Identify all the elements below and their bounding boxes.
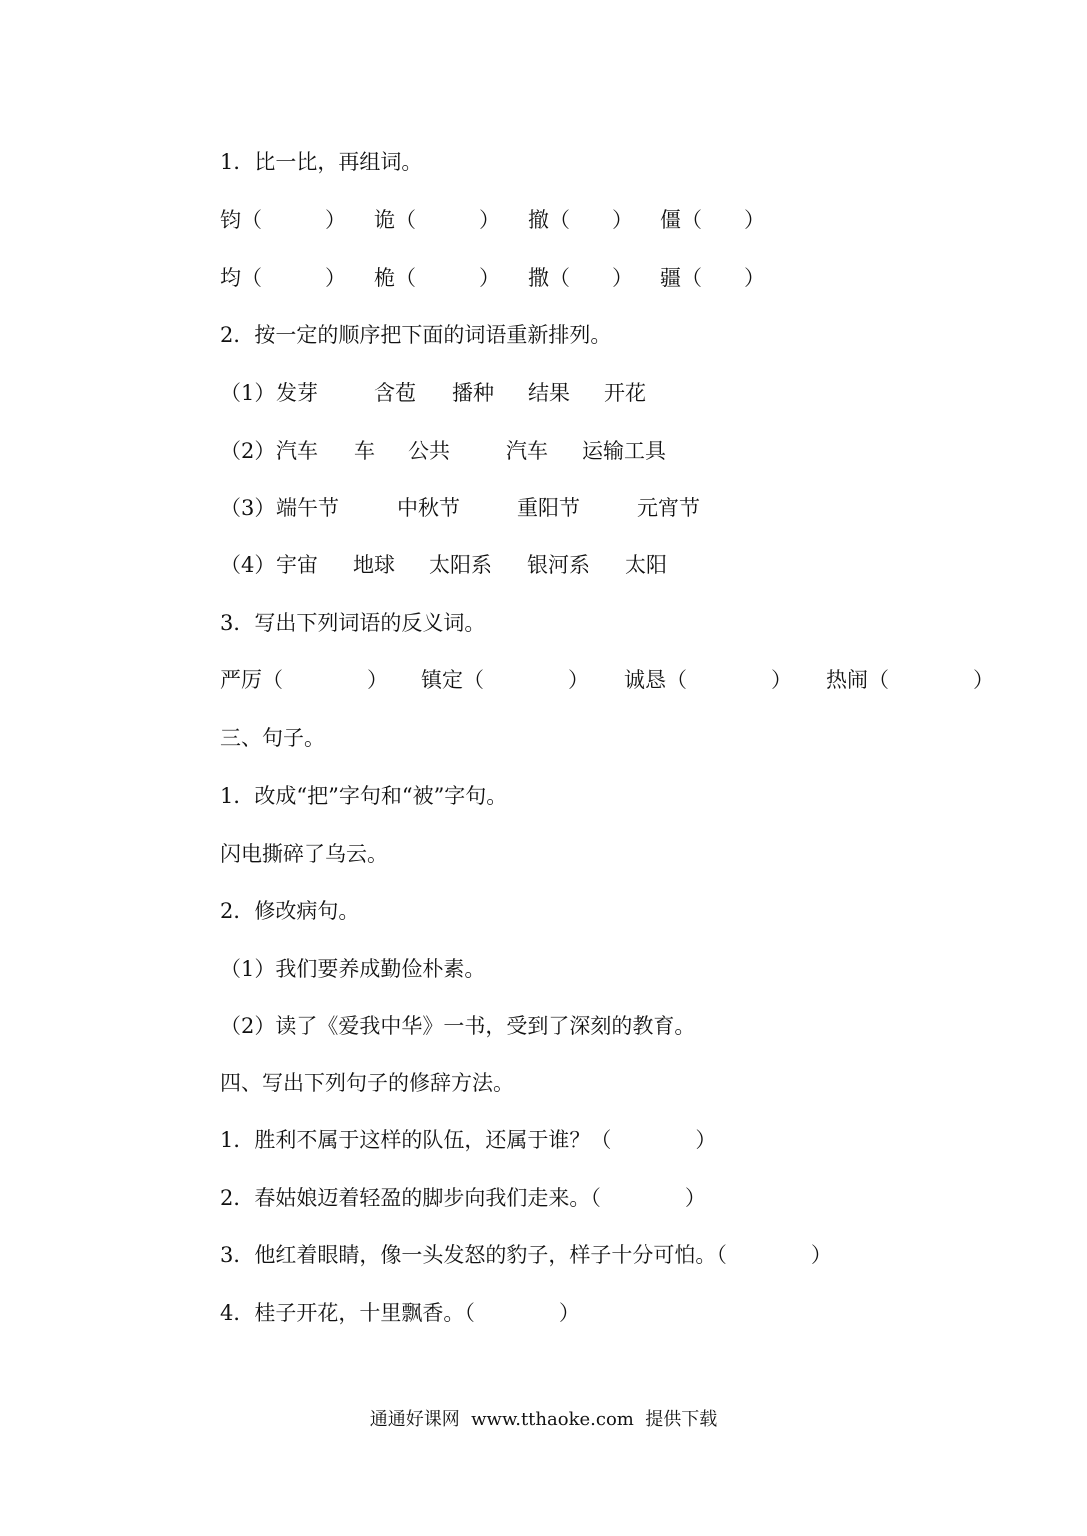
word-cell: 撤（ ）: [528, 208, 633, 232]
word: 端午节: [276, 496, 339, 520]
word: 太阳: [625, 553, 667, 577]
word: 太阳系: [429, 553, 492, 577]
antonym-cell: 镇定（ ）: [421, 668, 589, 692]
page-footer: 通通好课网 www.tthaoke.com 提供下载: [369, 1409, 718, 1430]
word: 重阳节: [517, 496, 580, 520]
s3-heading: 3．写出下列词语的反义词。: [220, 611, 486, 635]
word: 发芽: [276, 381, 318, 405]
s2-heading: 2．按一定的顺序把下面的词语重新排列。: [220, 323, 612, 347]
part3-q2: 2．修改病句。: [220, 899, 360, 923]
word: 车: [354, 439, 375, 463]
item-label: （3）: [220, 496, 276, 520]
word-cell: 钧（ ）: [220, 208, 346, 232]
antonym-cell: 诚恳（ ）: [624, 668, 792, 692]
item-label: （1）: [220, 381, 276, 405]
word: 含苞: [374, 381, 416, 405]
part3-q1-sentence: 闪电撕碎了乌云。: [220, 842, 388, 866]
word: 元宵节: [637, 496, 700, 520]
word: 开花: [604, 381, 646, 405]
part3-q2-item: （2）读了《爱我中华》一书，受到了深刻的教育。: [220, 1014, 696, 1038]
part4-item: 1．胜利不属于这样的队伍，还属于谁？（ ）: [220, 1128, 717, 1152]
word: 汽车: [276, 439, 318, 463]
word: 运输工具: [582, 439, 666, 463]
part3-q1: 1．改成“把”字句和“被”字句。: [220, 784, 508, 808]
word-cell: 桅（ ）: [374, 266, 500, 290]
word-cell: 均（ ）: [220, 266, 346, 290]
part4-item: 2．春姑娘迈着轻盈的脚步向我们走来。（ ）: [220, 1186, 706, 1210]
word-cell: 撒（ ）: [528, 266, 633, 290]
s1-heading: 1．比一比，再组词。: [220, 150, 423, 174]
part3-q2-item: （1）我们要养成勤俭朴素。: [220, 957, 486, 981]
part4-item: 4．桂子开花，十里飘香。（ ）: [220, 1301, 580, 1325]
word: 汽车: [506, 439, 548, 463]
word: 公共: [408, 439, 450, 463]
antonym-cell: 热闹（ ）: [826, 668, 994, 692]
word: 播种: [452, 381, 494, 405]
item-label: （4）: [220, 553, 276, 577]
word: 地球: [353, 553, 395, 577]
part4-title: 四、写出下列句子的修辞方法。: [220, 1071, 514, 1095]
word-cell: 疆（ ）: [660, 266, 765, 290]
part4-item: 3．他红着眼睛，像一头发怒的豹子，样子十分可怕。（ ）: [220, 1243, 832, 1267]
item-label: （2）: [220, 439, 276, 463]
word: 结果: [528, 381, 570, 405]
word: 银河系: [527, 553, 590, 577]
part3-title: 三、句子。: [220, 726, 325, 750]
word: 宇宙: [276, 553, 318, 577]
word-cell: 僵（ ）: [660, 208, 765, 232]
antonym-cell: 严厉（ ）: [220, 668, 388, 692]
word: 中秋节: [397, 496, 460, 520]
word-cell: 诡（ ）: [374, 208, 500, 232]
